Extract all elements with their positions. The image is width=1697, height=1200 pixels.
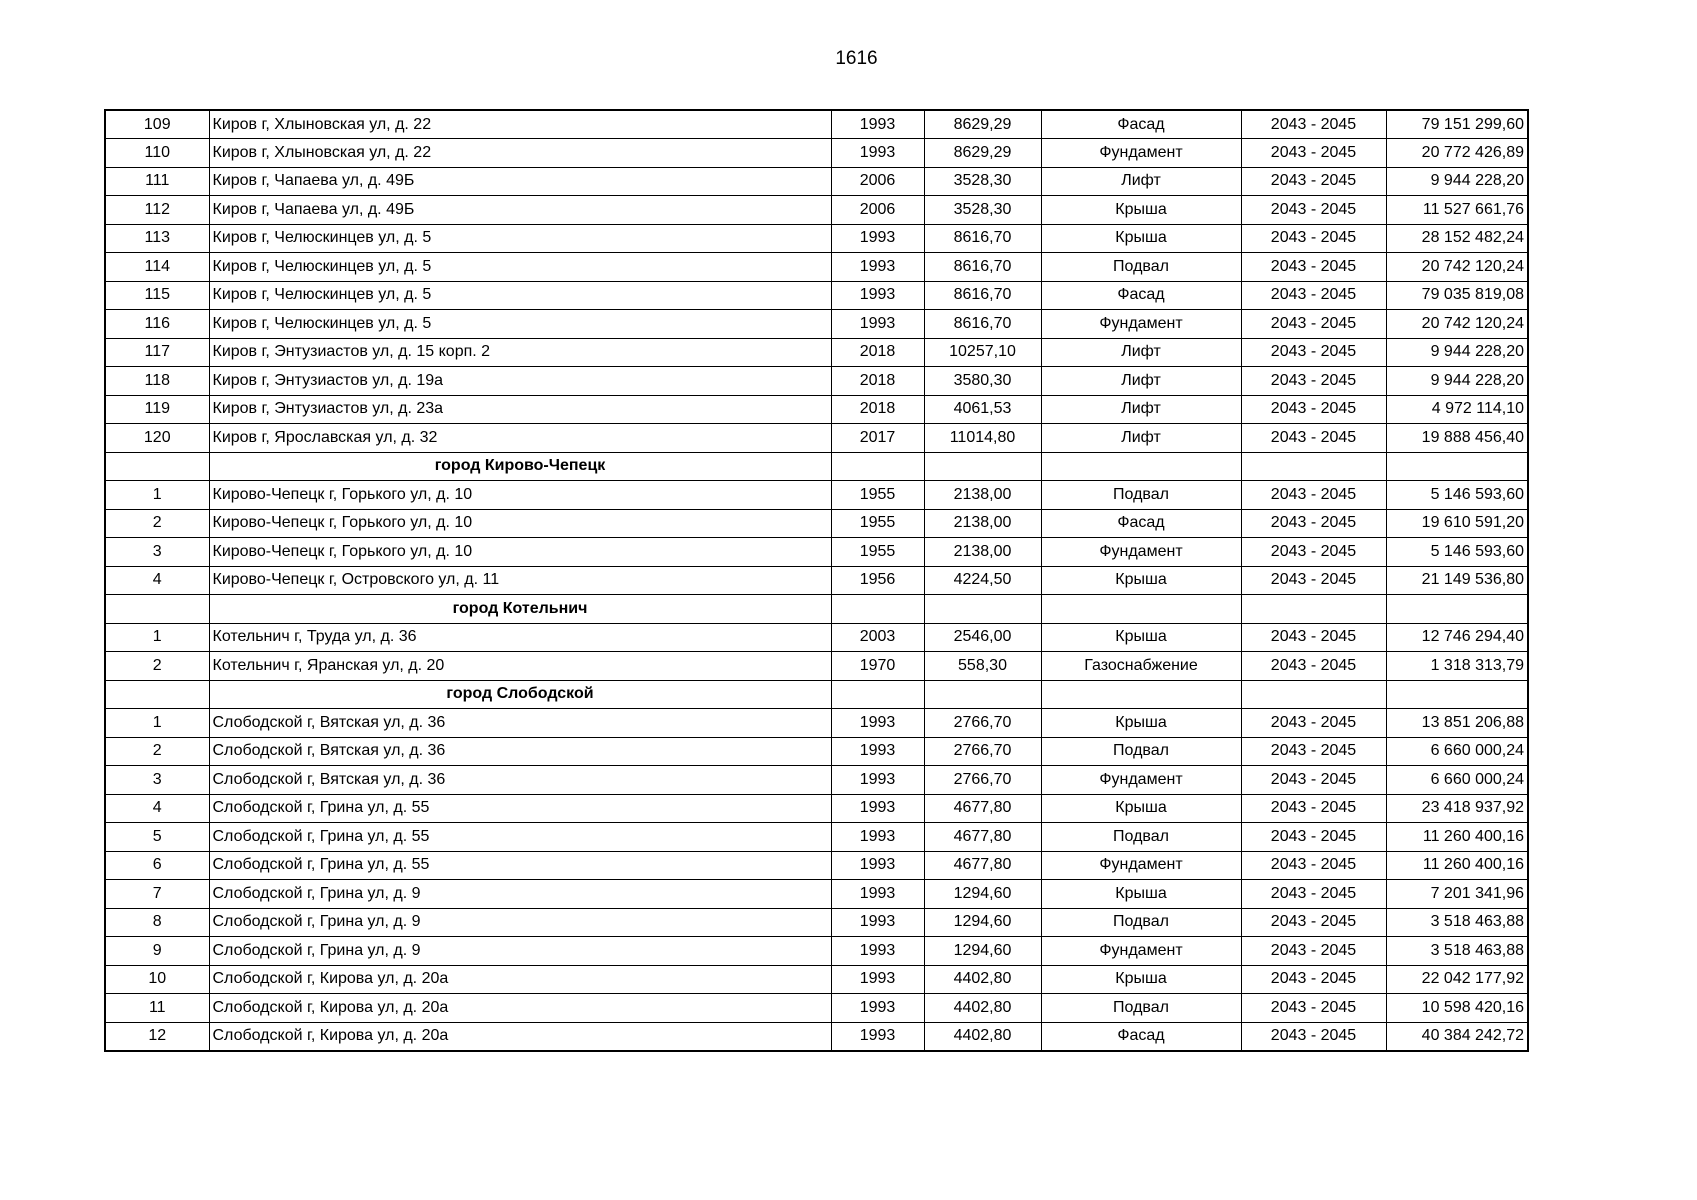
cell-number: 5 bbox=[105, 823, 209, 852]
cell-cost: 22 042 177,92 bbox=[1386, 965, 1528, 994]
table-row bbox=[105, 167, 1528, 196]
empty-cell bbox=[831, 680, 924, 709]
cell-work-type: Крыша bbox=[1041, 224, 1241, 253]
table-row bbox=[105, 481, 1528, 510]
cell-period: 2043 - 2045 bbox=[1241, 196, 1386, 225]
table-row bbox=[105, 196, 1528, 225]
cell-number: 115 bbox=[105, 281, 209, 310]
table-row bbox=[105, 424, 1528, 453]
cell-year: 1993 bbox=[831, 994, 924, 1023]
cell-work-type: Газоснабжение bbox=[1041, 652, 1241, 681]
cell-area: 4402,80 bbox=[924, 1022, 1041, 1051]
cell-work-type: Крыша bbox=[1041, 566, 1241, 595]
cell-cost: 20 742 120,24 bbox=[1386, 310, 1528, 339]
cell-number: 1 bbox=[105, 623, 209, 652]
cell-work-type: Крыша bbox=[1041, 709, 1241, 738]
cell-year: 2006 bbox=[831, 196, 924, 225]
cell-work-type: Подвал bbox=[1041, 908, 1241, 937]
cell-address: Киров г, Хлыновская ул, д. 22 bbox=[209, 110, 831, 139]
cell-address: Кирово-Чепецк г, Горького ул, д. 10 bbox=[209, 538, 831, 567]
cell-area: 2546,00 bbox=[924, 623, 1041, 652]
table-row bbox=[105, 310, 1528, 339]
cell-number: 4 bbox=[105, 794, 209, 823]
cell-address: Слободской г, Грина ул, д. 55 bbox=[209, 823, 831, 852]
cell-address: Киров г, Челюскинцев ул, д. 5 bbox=[209, 224, 831, 253]
cell-year: 1993 bbox=[831, 224, 924, 253]
cell-year: 1993 bbox=[831, 139, 924, 168]
cell-period: 2043 - 2045 bbox=[1241, 794, 1386, 823]
table-row bbox=[105, 139, 1528, 168]
cell-period: 2043 - 2045 bbox=[1241, 823, 1386, 852]
cell-work-type: Крыша bbox=[1041, 623, 1241, 652]
cell-number: 3 bbox=[105, 766, 209, 795]
cell-number: 117 bbox=[105, 338, 209, 367]
cell-period: 2043 - 2045 bbox=[1241, 395, 1386, 424]
cell-area: 2138,00 bbox=[924, 481, 1041, 510]
table-row bbox=[105, 566, 1528, 595]
cell-address: Киров г, Челюскинцев ул, д. 5 bbox=[209, 310, 831, 339]
cell-period: 2043 - 2045 bbox=[1241, 167, 1386, 196]
cell-number: 12 bbox=[105, 1022, 209, 1051]
cell-cost: 11 527 661,76 bbox=[1386, 196, 1528, 225]
cell-period: 2043 - 2045 bbox=[1241, 481, 1386, 510]
cell-year: 1993 bbox=[831, 851, 924, 880]
cell-area: 2766,70 bbox=[924, 709, 1041, 738]
cell-period: 2043 - 2045 bbox=[1241, 880, 1386, 909]
cell-year: 1970 bbox=[831, 652, 924, 681]
cell-number: 116 bbox=[105, 310, 209, 339]
cell-cost: 19 610 591,20 bbox=[1386, 509, 1528, 538]
cell-address: Слободской г, Вятская ул, д. 36 bbox=[209, 709, 831, 738]
cell-address: Котельнич г, Труда ул, д. 36 bbox=[209, 623, 831, 652]
cell-address: Котельнич г, Яранская ул, д. 20 bbox=[209, 652, 831, 681]
cell-year: 1993 bbox=[831, 737, 924, 766]
empty-cell bbox=[105, 452, 209, 481]
cell-cost: 6 660 000,24 bbox=[1386, 737, 1528, 766]
table-row bbox=[105, 652, 1528, 681]
section-header-row bbox=[105, 452, 1528, 481]
cell-work-type: Фасад bbox=[1041, 509, 1241, 538]
cell-year: 1993 bbox=[831, 110, 924, 139]
cell-period: 2043 - 2045 bbox=[1241, 709, 1386, 738]
cell-number: 3 bbox=[105, 538, 209, 567]
cell-work-type: Лифт bbox=[1041, 338, 1241, 367]
cell-number: 4 bbox=[105, 566, 209, 595]
empty-cell bbox=[1241, 680, 1386, 709]
cell-work-type: Лифт bbox=[1041, 367, 1241, 396]
empty-cell bbox=[924, 452, 1041, 481]
cell-number: 110 bbox=[105, 139, 209, 168]
cell-period: 2043 - 2045 bbox=[1241, 338, 1386, 367]
cell-cost: 11 260 400,16 bbox=[1386, 823, 1528, 852]
cell-year: 1956 bbox=[831, 566, 924, 595]
cell-address: Слободской г, Вятская ул, д. 36 bbox=[209, 766, 831, 795]
cell-address: Киров г, Энтузиастов ул, д. 19а bbox=[209, 367, 831, 396]
cell-work-type: Лифт bbox=[1041, 167, 1241, 196]
cell-number: 113 bbox=[105, 224, 209, 253]
cell-work-type: Подвал bbox=[1041, 737, 1241, 766]
cell-number: 109 bbox=[105, 110, 209, 139]
cell-number: 7 bbox=[105, 880, 209, 909]
cell-address: Киров г, Чапаева ул, д. 49Б bbox=[209, 196, 831, 225]
empty-cell bbox=[924, 680, 1041, 709]
cell-year: 1993 bbox=[831, 709, 924, 738]
cell-cost: 40 384 242,72 bbox=[1386, 1022, 1528, 1051]
cell-area: 8616,70 bbox=[924, 281, 1041, 310]
cell-period: 2043 - 2045 bbox=[1241, 139, 1386, 168]
empty-cell bbox=[1241, 452, 1386, 481]
cell-number: 112 bbox=[105, 196, 209, 225]
table-row bbox=[105, 623, 1528, 652]
cell-number: 114 bbox=[105, 253, 209, 282]
cell-period: 2043 - 2045 bbox=[1241, 367, 1386, 396]
cell-period: 2043 - 2045 bbox=[1241, 566, 1386, 595]
cell-cost: 9 944 228,20 bbox=[1386, 338, 1528, 367]
cell-cost: 5 146 593,60 bbox=[1386, 481, 1528, 510]
table-row bbox=[105, 253, 1528, 282]
cell-area: 2138,00 bbox=[924, 538, 1041, 567]
cell-cost: 9 944 228,20 bbox=[1386, 367, 1528, 396]
cell-year: 2003 bbox=[831, 623, 924, 652]
cell-cost: 7 201 341,96 bbox=[1386, 880, 1528, 909]
cell-work-type: Крыша bbox=[1041, 196, 1241, 225]
cell-work-type: Фундамент bbox=[1041, 538, 1241, 567]
section-header-row bbox=[105, 680, 1528, 709]
cell-cost: 20 742 120,24 bbox=[1386, 253, 1528, 282]
cell-period: 2043 - 2045 bbox=[1241, 253, 1386, 282]
empty-cell bbox=[1386, 680, 1528, 709]
cell-work-type: Подвал bbox=[1041, 823, 1241, 852]
cell-year: 1993 bbox=[831, 766, 924, 795]
cell-period: 2043 - 2045 bbox=[1241, 937, 1386, 966]
cell-work-type: Фундамент bbox=[1041, 766, 1241, 795]
cell-area: 558,30 bbox=[924, 652, 1041, 681]
cell-area: 8616,70 bbox=[924, 253, 1041, 282]
table-row bbox=[105, 937, 1528, 966]
cell-period: 2043 - 2045 bbox=[1241, 538, 1386, 567]
cell-address: Слободской г, Грина ул, д. 55 bbox=[209, 794, 831, 823]
table-row bbox=[105, 709, 1528, 738]
table-row bbox=[105, 737, 1528, 766]
cell-year: 1993 bbox=[831, 281, 924, 310]
cell-cost: 6 660 000,24 bbox=[1386, 766, 1528, 795]
cell-year: 1993 bbox=[831, 937, 924, 966]
cell-period: 2043 - 2045 bbox=[1241, 1022, 1386, 1051]
cell-cost: 3 518 463,88 bbox=[1386, 908, 1528, 937]
empty-cell bbox=[1241, 595, 1386, 624]
cell-period: 2043 - 2045 bbox=[1241, 851, 1386, 880]
section-title: город Слободской bbox=[209, 680, 831, 709]
cell-address: Киров г, Челюскинцев ул, д. 5 bbox=[209, 281, 831, 310]
cell-area: 1294,60 bbox=[924, 880, 1041, 909]
cell-cost: 11 260 400,16 bbox=[1386, 851, 1528, 880]
cell-year: 2018 bbox=[831, 367, 924, 396]
cell-work-type: Лифт bbox=[1041, 424, 1241, 453]
cell-number: 1 bbox=[105, 709, 209, 738]
cell-area: 3528,30 bbox=[924, 196, 1041, 225]
cell-year: 1993 bbox=[831, 794, 924, 823]
table-row bbox=[105, 538, 1528, 567]
cell-year: 1993 bbox=[831, 823, 924, 852]
cell-cost: 28 152 482,24 bbox=[1386, 224, 1528, 253]
cell-area: 2138,00 bbox=[924, 509, 1041, 538]
cell-number: 1 bbox=[105, 481, 209, 510]
cell-period: 2043 - 2045 bbox=[1241, 224, 1386, 253]
table-row bbox=[105, 965, 1528, 994]
cell-cost: 3 518 463,88 bbox=[1386, 937, 1528, 966]
table-row bbox=[105, 1022, 1528, 1051]
cell-period: 2043 - 2045 bbox=[1241, 110, 1386, 139]
cell-address: Слободской г, Вятская ул, д. 36 bbox=[209, 737, 831, 766]
cell-work-type: Фундамент bbox=[1041, 851, 1241, 880]
cell-period: 2043 - 2045 bbox=[1241, 965, 1386, 994]
cell-year: 1993 bbox=[831, 1022, 924, 1051]
cell-address: Киров г, Хлыновская ул, д. 22 bbox=[209, 139, 831, 168]
table-row bbox=[105, 794, 1528, 823]
cell-area: 4061,53 bbox=[924, 395, 1041, 424]
page-number: 1616 bbox=[835, 48, 878, 69]
cell-area: 3528,30 bbox=[924, 167, 1041, 196]
cell-cost: 10 598 420,16 bbox=[1386, 994, 1528, 1023]
cell-period: 2043 - 2045 bbox=[1241, 766, 1386, 795]
cell-cost: 1 318 313,79 bbox=[1386, 652, 1528, 681]
cell-number: 6 bbox=[105, 851, 209, 880]
cell-cost: 12 746 294,40 bbox=[1386, 623, 1528, 652]
cell-number: 119 bbox=[105, 395, 209, 424]
cell-period: 2043 - 2045 bbox=[1241, 652, 1386, 681]
cell-period: 2043 - 2045 bbox=[1241, 994, 1386, 1023]
cell-area: 4677,80 bbox=[924, 851, 1041, 880]
cell-year: 1955 bbox=[831, 509, 924, 538]
cell-cost: 20 772 426,89 bbox=[1386, 139, 1528, 168]
cell-year: 2017 bbox=[831, 424, 924, 453]
cell-number: 118 bbox=[105, 367, 209, 396]
section-title: город Котельнич bbox=[209, 595, 831, 624]
cell-cost: 79 035 819,08 bbox=[1386, 281, 1528, 310]
cell-cost: 79 151 299,60 bbox=[1386, 110, 1528, 139]
cell-work-type: Фундамент bbox=[1041, 937, 1241, 966]
cell-year: 1993 bbox=[831, 965, 924, 994]
cell-cost: 23 418 937,92 bbox=[1386, 794, 1528, 823]
cell-cost: 21 149 536,80 bbox=[1386, 566, 1528, 595]
cell-number: 11 bbox=[105, 994, 209, 1023]
cell-period: 2043 - 2045 bbox=[1241, 737, 1386, 766]
cell-cost: 5 146 593,60 bbox=[1386, 538, 1528, 567]
cell-address: Киров г, Ярославская ул, д. 32 bbox=[209, 424, 831, 453]
cell-work-type: Крыша bbox=[1041, 965, 1241, 994]
cell-year: 1993 bbox=[831, 908, 924, 937]
cell-address: Киров г, Энтузиастов ул, д. 15 корп. 2 bbox=[209, 338, 831, 367]
table-row bbox=[105, 823, 1528, 852]
cell-cost: 9 944 228,20 bbox=[1386, 167, 1528, 196]
empty-cell bbox=[831, 595, 924, 624]
section-header-row bbox=[105, 595, 1528, 624]
cell-period: 2043 - 2045 bbox=[1241, 281, 1386, 310]
cell-number: 8 bbox=[105, 908, 209, 937]
empty-cell bbox=[1041, 680, 1241, 709]
cell-area: 4402,80 bbox=[924, 965, 1041, 994]
empty-cell bbox=[1386, 595, 1528, 624]
table-row bbox=[105, 766, 1528, 795]
cell-address: Слободской г, Кирова ул, д. 20а bbox=[209, 1022, 831, 1051]
table-row bbox=[105, 880, 1528, 909]
cell-work-type: Крыша bbox=[1041, 880, 1241, 909]
cell-work-type: Подвал bbox=[1041, 994, 1241, 1023]
cell-cost: 19 888 456,40 bbox=[1386, 424, 1528, 453]
cell-area: 8629,29 bbox=[924, 139, 1041, 168]
cell-work-type: Фундамент bbox=[1041, 139, 1241, 168]
empty-cell bbox=[924, 595, 1041, 624]
table-row bbox=[105, 851, 1528, 880]
cell-number: 111 bbox=[105, 167, 209, 196]
cell-year: 2018 bbox=[831, 395, 924, 424]
cell-work-type: Подвал bbox=[1041, 253, 1241, 282]
cell-number: 2 bbox=[105, 737, 209, 766]
cell-area: 4224,50 bbox=[924, 566, 1041, 595]
cell-area: 4677,80 bbox=[924, 823, 1041, 852]
table-row bbox=[105, 224, 1528, 253]
cell-cost: 4 972 114,10 bbox=[1386, 395, 1528, 424]
cell-period: 2043 - 2045 bbox=[1241, 623, 1386, 652]
cell-address: Слободской г, Грина ул, д. 9 bbox=[209, 908, 831, 937]
cell-period: 2043 - 2045 bbox=[1241, 908, 1386, 937]
empty-cell bbox=[1386, 452, 1528, 481]
cell-period: 2043 - 2045 bbox=[1241, 509, 1386, 538]
cell-number: 2 bbox=[105, 509, 209, 538]
cell-area: 10257,10 bbox=[924, 338, 1041, 367]
cell-period: 2043 - 2045 bbox=[1241, 424, 1386, 453]
table-row bbox=[105, 509, 1528, 538]
cell-year: 2018 bbox=[831, 338, 924, 367]
table-row bbox=[105, 367, 1528, 396]
table-body bbox=[105, 110, 1528, 1051]
cell-area: 4677,80 bbox=[924, 794, 1041, 823]
cell-work-type: Подвал bbox=[1041, 481, 1241, 510]
cell-work-type: Фасад bbox=[1041, 281, 1241, 310]
cell-number: 9 bbox=[105, 937, 209, 966]
cell-address: Слободской г, Кирова ул, д. 20а bbox=[209, 965, 831, 994]
empty-cell bbox=[1041, 595, 1241, 624]
cell-address: Кирово-Чепецк г, Островского ул, д. 11 bbox=[209, 566, 831, 595]
table-row bbox=[105, 395, 1528, 424]
cell-year: 1955 bbox=[831, 538, 924, 567]
cell-area: 8616,70 bbox=[924, 310, 1041, 339]
cell-work-type: Фундамент bbox=[1041, 310, 1241, 339]
cell-area: 4402,80 bbox=[924, 994, 1041, 1023]
empty-cell bbox=[831, 452, 924, 481]
table-row bbox=[105, 908, 1528, 937]
empty-cell bbox=[105, 680, 209, 709]
cell-area: 3580,30 bbox=[924, 367, 1041, 396]
cell-area: 8629,29 bbox=[924, 110, 1041, 139]
cell-address: Кирово-Чепецк г, Горького ул, д. 10 bbox=[209, 481, 831, 510]
table-row bbox=[105, 994, 1528, 1023]
section-title: город Кирово-Чепецк bbox=[209, 452, 831, 481]
cell-area: 1294,60 bbox=[924, 937, 1041, 966]
cell-year: 2006 bbox=[831, 167, 924, 196]
cell-number: 10 bbox=[105, 965, 209, 994]
cell-address: Киров г, Энтузиастов ул, д. 23а bbox=[209, 395, 831, 424]
table-row bbox=[105, 281, 1528, 310]
cell-area: 2766,70 bbox=[924, 766, 1041, 795]
cell-year: 1955 bbox=[831, 481, 924, 510]
table-row bbox=[105, 110, 1528, 139]
cell-cost: 13 851 206,88 bbox=[1386, 709, 1528, 738]
table-row bbox=[105, 338, 1528, 367]
cell-number: 120 bbox=[105, 424, 209, 453]
cell-address: Киров г, Чапаева ул, д. 49Б bbox=[209, 167, 831, 196]
cell-area: 2766,70 bbox=[924, 737, 1041, 766]
cell-year: 1993 bbox=[831, 310, 924, 339]
cell-work-type: Фасад bbox=[1041, 1022, 1241, 1051]
cell-address: Слободской г, Грина ул, д. 55 bbox=[209, 851, 831, 880]
cell-work-type: Фасад bbox=[1041, 110, 1241, 139]
repair-register-table bbox=[104, 109, 1529, 1052]
cell-address: Киров г, Челюскинцев ул, д. 5 bbox=[209, 253, 831, 282]
cell-address: Слободской г, Грина ул, д. 9 bbox=[209, 937, 831, 966]
cell-work-type: Лифт bbox=[1041, 395, 1241, 424]
cell-area: 8616,70 bbox=[924, 224, 1041, 253]
cell-number: 2 bbox=[105, 652, 209, 681]
cell-area: 11014,80 bbox=[924, 424, 1041, 453]
cell-year: 1993 bbox=[831, 253, 924, 282]
cell-period: 2043 - 2045 bbox=[1241, 310, 1386, 339]
cell-address: Слободской г, Грина ул, д. 9 bbox=[209, 880, 831, 909]
cell-address: Кирово-Чепецк г, Горького ул, д. 10 bbox=[209, 509, 831, 538]
cell-work-type: Крыша bbox=[1041, 794, 1241, 823]
cell-area: 1294,60 bbox=[924, 908, 1041, 937]
empty-cell bbox=[105, 595, 209, 624]
empty-cell bbox=[1041, 452, 1241, 481]
cell-address: Слободской г, Кирова ул, д. 20а bbox=[209, 994, 831, 1023]
cell-year: 1993 bbox=[831, 880, 924, 909]
